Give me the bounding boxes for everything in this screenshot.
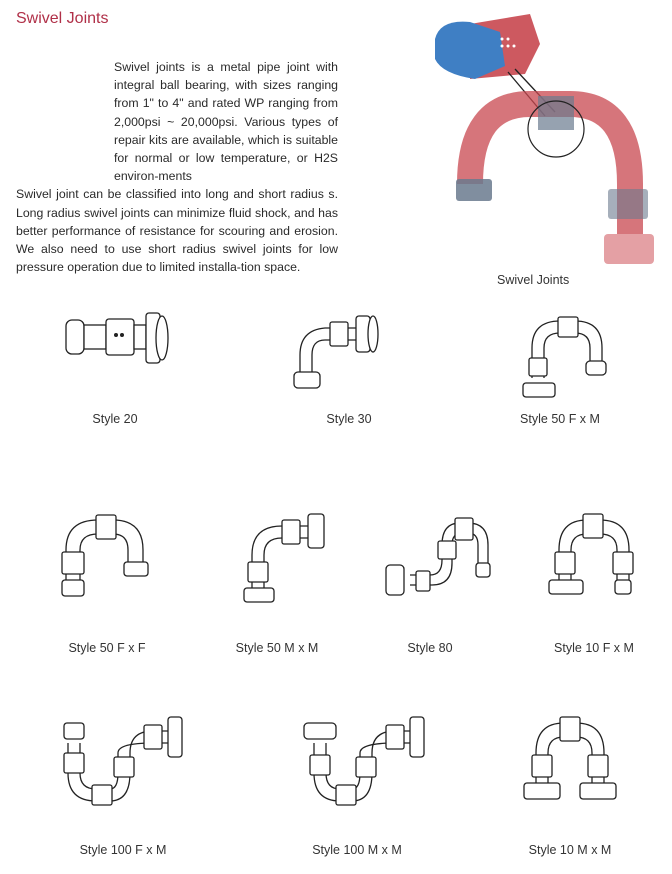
style-50-fxf-label: Style 50 F x F [68,641,146,655]
style-20-drawing [58,305,173,370]
style-80-label: Style 80 [407,641,453,655]
style-100-mxm-drawing [300,713,435,808]
hero-caption: Swivel Joints [497,273,570,287]
style-100-mxm-label: Style 100 M x M [312,843,402,857]
description [16,58,338,276]
style-10-mxm-drawing [520,713,620,808]
style-30-label: Style 30 [326,412,372,426]
description-paragraph-1: Swivel joints is a metal pipe joint with integral ball bearing, with sizes ranging from 1" to 4" and rated WP ranging from 2,000psi ~ 20,000psi. Various types of repair kits are available, which is suitable for normal or low temperature, or H2S environ-ments [114,60,338,184]
ball-race-detail [435,14,540,79]
style-50-fxf-drawing [58,510,153,605]
style-80-drawing [380,515,495,600]
style-100-fxm-drawing [58,713,193,808]
style-100-fxm-label: Style 100 F x M [79,843,167,857]
style-50-mxm-label: Style 50 M x M [235,641,319,655]
swivel-joint-illustration [430,4,672,270]
style-50-fxm-drawing [520,313,615,403]
style-10-fxm-label: Style 10 F x M [554,641,634,655]
style-10-mxm-label: Style 10 M x M [528,843,612,857]
style-20-label: Style 20 [92,412,138,426]
style-30-drawing [290,310,385,395]
description-paragraph-2: Swivel joint can be classified into long and short radius s. Long radius swivel joints can minimize fluid shock, and has better performance of resistance for scouring and erosion. We also need to use short radius swivel joints for low pressure operation due to limited installa-tion space. [16,187,338,275]
style-10-fxm-drawing [545,510,640,605]
page-title: Swivel Joints [16,10,109,27]
style-50-mxm-drawing [242,510,337,605]
style-50-fxm-label: Style 50 F x M [520,412,600,426]
